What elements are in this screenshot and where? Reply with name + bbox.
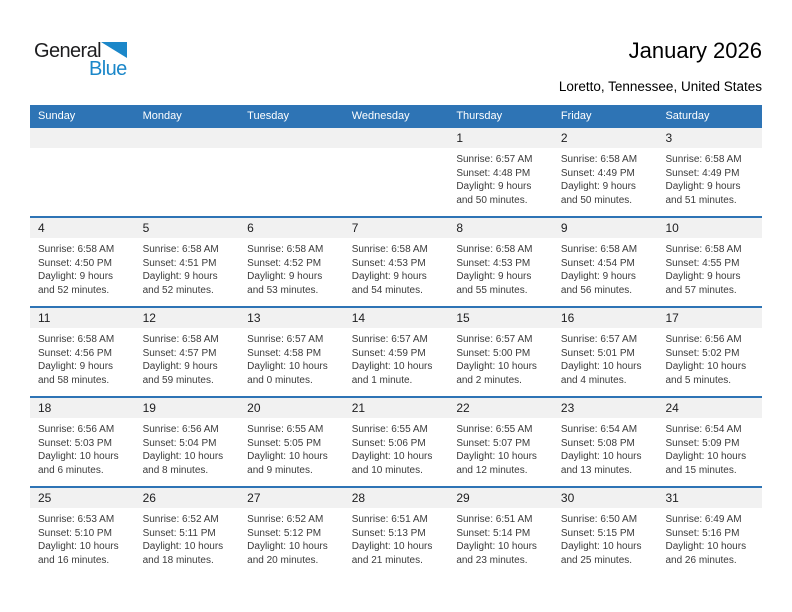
sunrise-text: Sunrise: 6:57 AM [456,334,533,345]
daylight-text: Daylight: 10 hours and 2 minutes. [456,361,537,386]
week-row [30,396,762,486]
day-number-band [135,488,240,508]
weekday-header-tuesday: Tuesday [247,109,289,122]
day-number: 29 [456,491,470,505]
calendar-weeks [30,126,762,576]
sunset-text: Sunset: 5:01 PM [560,347,635,359]
day-cell-2 [553,128,658,216]
sunset-text: Sunset: 4:50 PM [38,257,112,269]
sunrise-text: Sunrise: 6:58 AM [665,244,742,255]
daylight-text: Daylight: 10 hours and 26 minutes. [665,541,747,566]
day-number: 25 [38,491,52,505]
daylight-text: Daylight: 9 hours and 52 minutes. [38,271,114,296]
day-number: 17 [665,311,679,325]
day-details [135,238,240,297]
sunset-text: Sunset: 5:08 PM [560,437,635,449]
day-cell-3 [657,128,762,216]
day-number-band [553,398,658,418]
day-number: 24 [665,401,679,415]
day-number: 22 [456,401,470,415]
sunrise-text: Sunrise: 6:57 AM [560,334,638,345]
sunset-text: Sunset: 5:16 PM [665,527,740,539]
logo-text-general: General [34,40,101,62]
sunrise-text: Sunrise: 6:55 AM [351,424,428,435]
day-number-band [30,308,135,328]
day-cell-21 [344,398,449,486]
day-details [657,148,762,207]
day-details [448,418,553,477]
day-details [344,508,449,567]
sunset-text: Sunset: 5:10 PM [38,527,112,539]
sunset-text: Sunset: 5:00 PM [456,347,531,359]
sunset-text: Sunset: 4:53 PM [456,257,531,269]
day-cell-14 [344,308,449,396]
sunset-text: Sunset: 4:56 PM [38,347,112,359]
day-details [553,238,658,297]
sunrise-text: Sunrise: 6:56 AM [665,334,742,345]
day-cell-28 [344,488,449,576]
sunrise-text: Sunrise: 6:58 AM [560,244,638,255]
sunrise-text: Sunrise: 6:58 AM [456,244,533,255]
day-number-band [239,218,344,238]
sunrise-text: Sunrise: 6:58 AM [560,154,638,165]
daylight-text: Daylight: 9 hours and 57 minutes. [665,271,741,296]
day-details [239,418,344,477]
day-cell-8 [448,218,553,306]
day-cell-31 [657,488,762,576]
daylight-text: Daylight: 9 hours and 54 minutes. [351,271,427,296]
day-number-band [30,488,135,508]
day-number: 11 [38,311,51,325]
sunset-text: Sunset: 4:55 PM [665,257,740,269]
day-number: 13 [247,311,261,325]
sunset-text: Sunset: 5:05 PM [247,437,322,449]
week-row [30,486,762,576]
day-details [30,508,135,567]
sunset-text: Sunset: 5:04 PM [142,437,217,449]
day-cell-25 [30,488,135,576]
daylight-text: Daylight: 9 hours and 51 minutes. [665,181,741,206]
weekday-header-thursday: Thursday [456,109,503,122]
daylight-text: Daylight: 10 hours and 23 minutes. [456,541,537,566]
day-number: 6 [247,221,254,235]
day-number: 4 [38,221,45,235]
day-number: 23 [560,401,575,415]
week-row [30,216,762,306]
daylight-text: Daylight: 10 hours and 18 minutes. [142,541,224,566]
day-details [239,508,344,567]
day-details [448,328,553,387]
day-number-band [448,218,553,238]
daylight-text: Daylight: 10 hours and 4 minutes. [560,361,642,386]
day-cell-empty [30,128,135,216]
sunset-text: Sunset: 5:15 PM [560,527,635,539]
day-details [553,148,658,207]
daylight-text: Daylight: 10 hours and 5 minutes. [665,361,747,386]
weekday-header-sunday: Sunday [38,109,76,122]
day-cell-18 [30,398,135,486]
sunrise-text: Sunrise: 6:58 AM [38,334,115,345]
day-number-band [135,398,240,418]
sunrise-text: Sunrise: 6:52 AM [142,514,219,525]
sunset-text: Sunset: 5:12 PM [247,527,322,539]
sunrise-text: Sunrise: 6:52 AM [247,514,324,525]
sunrise-text: Sunrise: 6:56 AM [38,424,115,435]
sunrise-text: Sunrise: 6:56 AM [142,424,219,435]
day-number-band [239,308,344,328]
page-subtitle: Loretto, Tennessee, United States [558,79,762,94]
day-number-band [135,128,240,148]
daylight-text: Daylight: 9 hours and 50 minutes. [560,181,636,206]
daylight-text: Daylight: 10 hours and 25 minutes. [560,541,642,566]
day-number: 19 [142,401,156,415]
sunset-text: Sunset: 4:58 PM [247,347,322,359]
day-details [553,418,658,477]
daylight-text: Daylight: 10 hours and 20 minutes. [247,541,328,566]
day-number: 9 [560,221,568,235]
sunrise-text: Sunrise: 6:57 AM [456,154,533,165]
day-cell-13 [239,308,344,396]
sunrise-text: Sunrise: 6:55 AM [247,424,324,435]
day-details [30,238,135,297]
sunrise-text: Sunrise: 6:58 AM [665,154,742,165]
sunrise-text: Sunrise: 6:58 AM [38,244,115,255]
sunrise-text: Sunrise: 6:55 AM [456,424,533,435]
day-details [239,238,344,297]
sunset-text: Sunset: 5:13 PM [351,527,426,539]
day-number-band [135,308,240,328]
daylight-text: Daylight: 9 hours and 55 minutes. [456,271,532,296]
day-number-band [344,488,449,508]
day-number: 10 [665,221,679,235]
daylight-text: Daylight: 10 hours and 0 minutes. [247,361,328,386]
daylight-text: Daylight: 9 hours and 53 minutes. [247,271,323,296]
day-details [135,418,240,477]
day-number: 8 [456,221,463,235]
logo-triangle-icon [101,42,127,58]
sunset-text: Sunset: 4:59 PM [351,347,426,359]
general-blue-logo [34,40,144,82]
sunset-text: Sunset: 5:09 PM [665,437,740,449]
day-number-band [135,218,240,238]
weekday-header-wednesday: Wednesday [351,109,410,122]
logo-text-blue: Blue [89,58,127,80]
daylight-text: Daylight: 10 hours and 16 minutes. [38,541,119,566]
day-number: 20 [247,401,261,415]
sunrise-text: Sunrise: 6:53 AM [38,514,115,525]
daylight-text: Daylight: 10 hours and 1 minute. [351,361,433,386]
day-number-band [344,218,449,238]
day-number: 2 [560,131,568,145]
day-cell-11 [30,308,135,396]
day-number-band [344,308,449,328]
day-number-band [30,218,135,238]
day-cell-23 [553,398,658,486]
sunset-text: Sunset: 5:14 PM [456,527,531,539]
day-cell-27 [239,488,344,576]
sunset-text: Sunset: 5:02 PM [665,347,740,359]
sunrise-text: Sunrise: 6:50 AM [560,514,638,525]
daylight-text: Daylight: 10 hours and 13 minutes. [560,451,642,476]
daylight-text: Daylight: 10 hours and 15 minutes. [665,451,747,476]
day-number-band [344,128,449,148]
day-details [135,328,240,387]
sunset-text: Sunset: 5:03 PM [38,437,112,449]
sunrise-text: Sunrise: 6:58 AM [142,244,219,255]
day-number-band [30,128,135,148]
daylight-text: Daylight: 9 hours and 56 minutes. [560,271,636,296]
day-details [344,238,449,297]
page-title: January 2026 [628,38,762,63]
day-cell-empty [135,128,240,216]
day-cell-17 [657,308,762,396]
day-details [553,508,658,567]
day-number-band [239,128,344,148]
sunrise-text: Sunrise: 6:58 AM [247,244,324,255]
daylight-text: Daylight: 10 hours and 9 minutes. [247,451,328,476]
day-number-band [657,218,762,238]
day-number: 31 [665,491,679,505]
day-number: 21 [351,401,366,415]
day-details [657,238,762,297]
day-details [135,508,240,567]
day-number-band [657,308,762,328]
daylight-text: Daylight: 10 hours and 12 minutes. [456,451,537,476]
day-number: 15 [456,311,470,325]
day-number-band [448,398,553,418]
sunrise-text: Sunrise: 6:49 AM [665,514,742,525]
sunrise-text: Sunrise: 6:58 AM [351,244,428,255]
day-details [344,418,449,477]
day-cell-6 [239,218,344,306]
weekday-header-row [30,105,762,126]
day-cell-20 [239,398,344,486]
day-cell-19 [135,398,240,486]
sunset-text: Sunset: 5:06 PM [351,437,426,449]
day-number: 3 [665,131,673,145]
sunrise-text: Sunrise: 6:57 AM [247,334,324,345]
daylight-text: Daylight: 10 hours and 21 minutes. [351,541,433,566]
day-number: 5 [142,221,150,235]
day-details [657,418,762,477]
day-cell-empty [344,128,449,216]
day-cell-22 [448,398,553,486]
day-cell-9 [553,218,658,306]
sunset-text: Sunset: 5:11 PM [142,527,216,539]
sunset-text: Sunset: 4:54 PM [560,257,635,269]
day-details [344,328,449,387]
day-details [448,508,553,567]
day-details [657,508,762,567]
calendar-grid [30,105,762,576]
day-number: 14 [351,311,366,325]
day-cell-10 [657,218,762,306]
day-number: 12 [142,311,156,325]
sunset-text: Sunset: 4:49 PM [665,167,740,179]
day-number: 26 [142,491,156,505]
day-number-band [657,128,762,148]
day-details [30,328,135,387]
sunset-text: Sunset: 4:49 PM [560,167,635,179]
day-number-band [239,398,344,418]
day-details [448,148,553,207]
sunset-text: Sunset: 4:48 PM [456,167,531,179]
day-cell-5 [135,218,240,306]
sunrise-text: Sunrise: 6:54 AM [665,424,742,435]
sunset-text: Sunset: 5:07 PM [456,437,531,449]
day-number-band [553,488,658,508]
day-number-band [344,398,449,418]
day-number-band [239,488,344,508]
day-cell-24 [657,398,762,486]
day-cell-12 [135,308,240,396]
day-details [30,418,135,477]
sunset-text: Sunset: 4:51 PM [142,257,217,269]
daylight-text: Daylight: 10 hours and 6 minutes. [38,451,119,476]
weekday-header-friday: Friday [560,109,592,122]
day-number: 16 [560,311,575,325]
week-row [30,306,762,396]
day-number-band [448,308,553,328]
day-number-band [553,308,658,328]
sunrise-text: Sunrise: 6:51 AM [351,514,428,525]
daylight-text: Daylight: 9 hours and 52 minutes. [142,271,218,296]
sunset-text: Sunset: 4:53 PM [351,257,426,269]
day-number-band [448,488,553,508]
day-number: 1 [456,131,463,145]
day-number: 7 [351,221,359,235]
sunrise-text: Sunrise: 6:54 AM [560,424,638,435]
day-number-band [657,488,762,508]
day-cell-16 [553,308,658,396]
day-cell-empty [239,128,344,216]
day-number-band [553,218,658,238]
daylight-text: Daylight: 9 hours and 50 minutes. [456,181,532,206]
day-cell-15 [448,308,553,396]
day-number-band [657,398,762,418]
day-number-band [30,398,135,418]
day-number-band [553,128,658,148]
day-number: 18 [38,401,52,415]
day-cell-29 [448,488,553,576]
week-row [30,126,762,216]
day-number-band [448,128,553,148]
weekday-header-monday: Monday [142,109,182,122]
day-details [239,328,344,387]
sunrise-text: Sunrise: 6:58 AM [142,334,219,345]
day-number: 27 [247,491,261,505]
day-cell-26 [135,488,240,576]
sunrise-text: Sunrise: 6:51 AM [456,514,533,525]
day-details [553,328,658,387]
day-cell-4 [30,218,135,306]
day-details [448,238,553,297]
daylight-text: Daylight: 9 hours and 59 minutes. [142,361,218,386]
weekday-header-saturday: Saturday [665,109,710,122]
daylight-text: Daylight: 10 hours and 8 minutes. [142,451,224,476]
day-cell-30 [553,488,658,576]
sunset-text: Sunset: 4:52 PM [247,257,322,269]
day-number: 28 [351,491,366,505]
sunset-text: Sunset: 4:57 PM [142,347,217,359]
sunrise-text: Sunrise: 6:57 AM [351,334,428,345]
daylight-text: Daylight: 9 hours and 58 minutes. [38,361,114,386]
day-cell-7 [344,218,449,306]
day-cell-1 [448,128,553,216]
daylight-text: Daylight: 10 hours and 10 minutes. [351,451,433,476]
day-number: 30 [560,491,575,505]
day-details [657,328,762,387]
